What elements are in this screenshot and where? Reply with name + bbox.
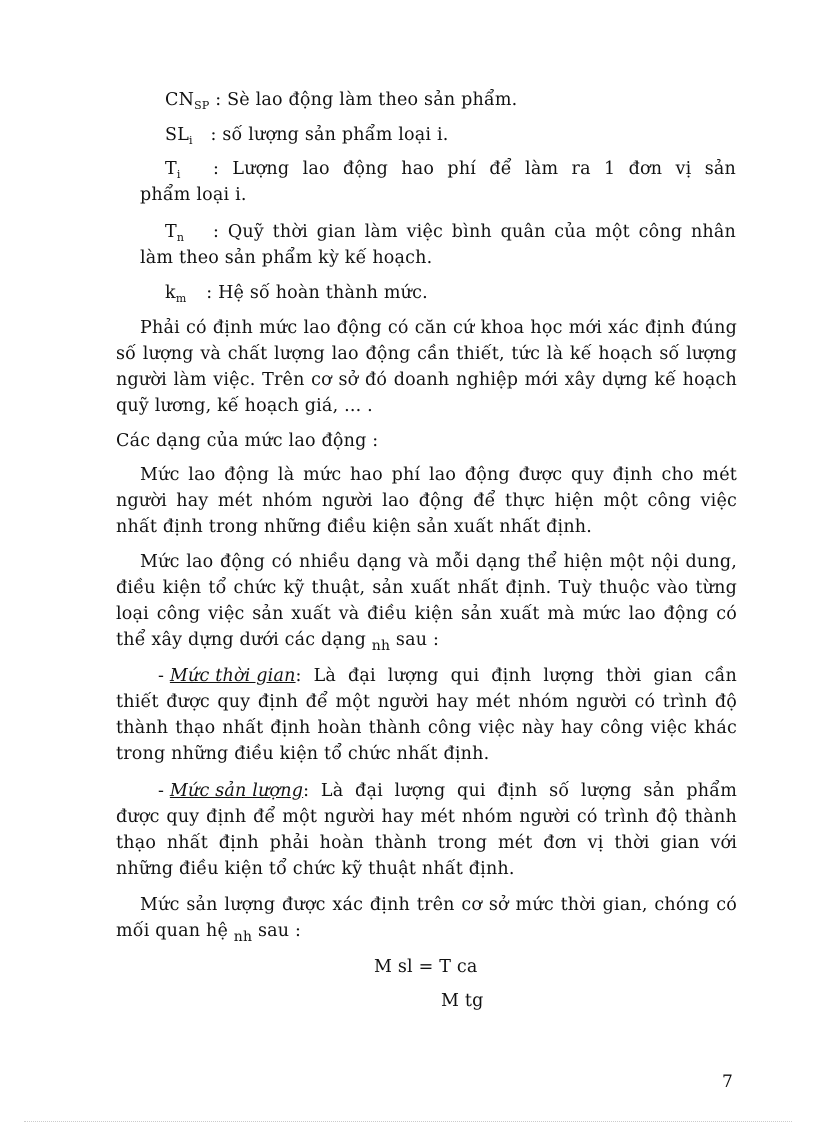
def-cn	[165, 89, 517, 113]
def-sl-symbol: SL	[165, 125, 190, 145]
bullet1-line4: trong những điều kiện tổ chức nhất định.	[116, 744, 490, 764]
bullet2-line2: được quy định để một người hay mét nhóm người có trình độ thành	[116, 807, 737, 827]
para1-line1: Phải có định mức lao động có căn cứ khoa học mới xác định đúng	[140, 318, 737, 338]
def-ti-subscript: i	[176, 168, 181, 181]
para4-nh-fragment: nh	[233, 929, 253, 945]
def-tn-text-line2: làm theo sản phẩm kỳ kế hoạch.	[140, 248, 433, 268]
para4-line2-end: sau :	[252, 921, 302, 941]
para4-line2-text: mối quan hệ	[116, 921, 234, 941]
para4-line1: Mức sản lượng được xác định trên cơ sở mức thời gian, chóng có	[140, 895, 737, 915]
def-sl-subscript: i	[189, 134, 193, 147]
def-cn-symbol: CN	[165, 90, 195, 110]
page-number: 7	[722, 1072, 733, 1092]
page-bottom-divider	[24, 1121, 792, 1122]
para3-line4-end: sau :	[390, 630, 440, 650]
para3-line2: điều kiện tổ chức kỹ thuật, sản xuất nhất định. Tuỳ thuộc vào từng	[116, 578, 737, 598]
bullet1-line1-text: : Là đại lượng qui định lượng thời gian cần	[295, 666, 737, 686]
def-km-subscript: m	[175, 292, 187, 305]
para2-line3: nhất định trong những điều kiện sản xuất nhất định.	[116, 517, 593, 537]
def-ti	[165, 158, 181, 182]
formula-denominator: M tg	[441, 991, 484, 1011]
para1-line2: số lượng và chất lượng lao động cần thiết, tức là kế hoạch số lượng	[116, 344, 737, 364]
def-km-text: : Hệ số hoàn thành mức.	[206, 283, 428, 303]
bullet2-line1	[158, 780, 737, 802]
bullet1-term: Mức thời gian	[169, 666, 296, 686]
section-heading: Các dạng của mức lao động :	[116, 431, 379, 451]
para2-line2: người hay mét nhóm người lao động để thực hiện một công việc	[116, 491, 737, 511]
def-tn-text-line1: : Quỹ thời gian làm việc bình quân của một công nhân	[213, 222, 736, 242]
para3-line4-text: thể xây dựng dưới các dạng	[116, 630, 372, 650]
def-tn-symbol: T	[165, 222, 177, 242]
def-ti-text-line1: : Lượng lao động hao phí để làm ra 1 đơn vị sản	[213, 159, 736, 179]
bullet2-line4: những điều kiện tổ chức kỹ thuật nhất định.	[116, 859, 515, 879]
def-ti-text-line2: phẩm loại i.	[140, 185, 247, 205]
bullet1-line1	[158, 665, 737, 687]
def-tn	[165, 221, 184, 245]
bullet1-line2: thiết được quy định để một người hay mét nhóm người có trình độ	[116, 692, 737, 712]
def-cn-text: : Sè lao động làm theo sản phẩm.	[215, 90, 518, 110]
def-km	[165, 282, 428, 306]
para3-line4	[116, 629, 439, 652]
para3-line1: Mức lao động có nhiều dạng và mỗi dạng thể hiện một nội dung,	[140, 552, 737, 572]
para1-line4: quỹ lương, kế hoạch giá, ... .	[116, 396, 373, 416]
bullet1-dash: -	[158, 666, 170, 686]
formula-numerator: M sl = T ca	[374, 957, 478, 977]
bullet2-line3: thạo nhất định phải hoàn thành trong mét đơn vị thời gian với	[116, 833, 737, 853]
para3-line3: loại công việc sản xuất và điều kiện sản xuất mà mức lao động có	[116, 604, 737, 624]
bullet1-line3: thành thạo nhất định hoàn thành công việc này hay công việc khác	[116, 718, 737, 738]
def-ti-symbol: T	[165, 159, 177, 179]
para4-line2	[116, 920, 301, 943]
para1-line3: người làm việc. Trên cơ sở đó doanh nghiệp mới xây dựng kế hoạch	[116, 370, 737, 390]
def-cn-subscript: SP	[194, 99, 210, 112]
bullet2-dash: -	[158, 781, 170, 801]
bullet2-term: Mức sản lượng	[169, 781, 304, 801]
def-sl	[165, 124, 449, 148]
def-tn-subscript: n	[176, 231, 185, 244]
para3-nh-fragment: nh	[371, 638, 391, 654]
def-km-symbol: k	[165, 283, 176, 303]
bullet2-line1-text: : Là đại lượng qui định số lượng sản phẩm	[303, 781, 737, 801]
para2-line1: Mức lao động là mức hao phí lao động được quy định cho mét	[140, 465, 737, 485]
def-sl-text: : số lượng sản phẩm loại i.	[210, 125, 449, 145]
